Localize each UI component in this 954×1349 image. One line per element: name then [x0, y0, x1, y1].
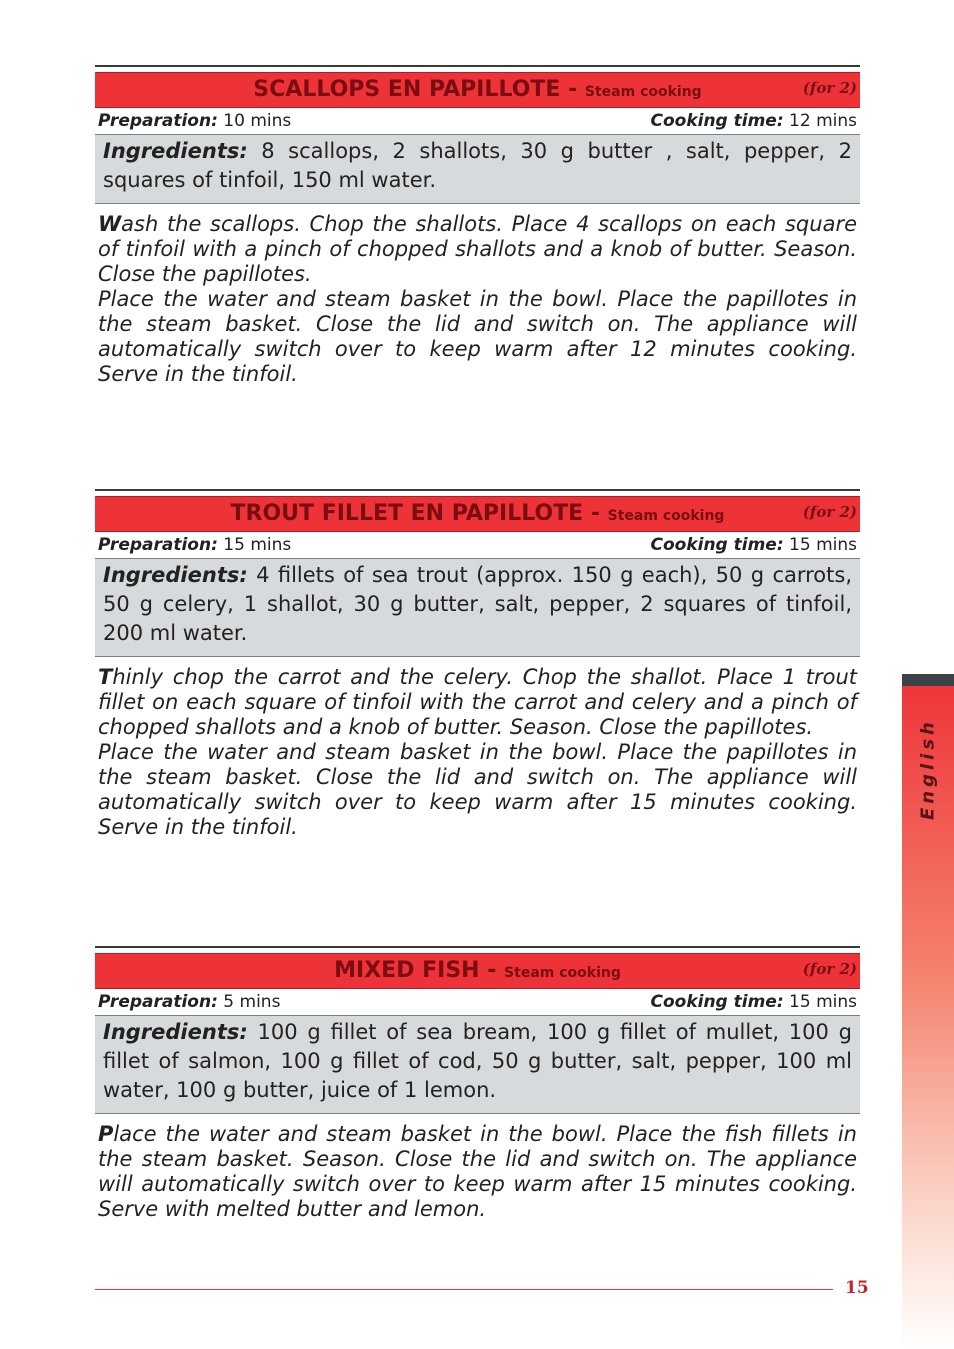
section-rule — [95, 489, 860, 491]
recipe-serves: (for 2) — [802, 79, 857, 97]
recipe-scallops — [95, 65, 860, 387]
cooking-time: Cooking time: 12 mins — [650, 111, 857, 131]
recipe-times — [95, 532, 860, 558]
ingredients-text: 100 g fillet of sea bream, 100 g fillet of mullet, 100 g fillet of salmon, 100 g fillet of cod, 50 g butter, salt, pepper, 100 ml water, 100 g butter, juice of 1 lemon. — [103, 1020, 852, 1102]
recipe-subtitle: Steam cooking — [504, 965, 621, 981]
side-tab-cap — [902, 674, 954, 686]
recipe-mixed-fish — [95, 946, 860, 1222]
cooking-time: Cooking time: 15 mins — [650, 992, 857, 1012]
preparation-time: Preparation: 15 mins — [98, 535, 292, 555]
recipe-title-bar — [95, 72, 860, 108]
language-side-tab — [902, 674, 954, 1349]
preparation-time: Preparation: 10 mins — [98, 111, 292, 131]
recipe-times — [95, 989, 860, 1015]
recipe-subtitle: Steam cooking — [584, 84, 702, 100]
footer-rule — [95, 1289, 833, 1290]
ingredients-text: 8 scallops, 2 shallots, 30 g butter , salt, pepper, 2 squares of tinfoil, 150 ml water. — [103, 139, 852, 192]
section-rule — [95, 946, 860, 948]
preparation-time: Preparation: 5 mins — [98, 992, 281, 1012]
ingredients-text: 4 fillets of sea trout (approx. 150 g each), 50 g carrots, 50 g celery, 1 shallot, 30 g butter, salt, pepper, 2 squares of tinfoil, 200 ml water. — [103, 563, 852, 645]
recipe-title-bar — [95, 496, 860, 532]
recipe-title: MIXED FISH - Steam cooking — [334, 958, 621, 983]
page-number: 15 — [845, 1278, 869, 1298]
ingredients-label: Ingredients: — [103, 563, 248, 587]
ingredients-box — [95, 1015, 860, 1114]
method-text: Wash the scallops. Chop the shallots. Place 4 scallops on each square of tinfoil with a pinch of chopped shallots and a knob of butter. Season. Close the papillotes. Place the water and steam basket in the bowl. Place the papillotes in the steam basket. Close the lid and switch on. The appliance will automatically switch over to keep warm after 12 minutes cooking. Serve in the tinfoil. — [98, 212, 857, 386]
ingredients-label: Ingredients: — [103, 139, 248, 163]
recipe-serves: (for 2) — [802, 960, 857, 978]
recipe-serves: (for 2) — [802, 503, 857, 521]
ingredients-label: Ingredients: — [103, 1020, 248, 1044]
recipe-times — [95, 108, 860, 134]
recipe-title: TROUT FILLET EN PAPILLOTE - Steam cooking — [230, 501, 725, 526]
ingredients-box — [95, 558, 860, 657]
method-text: Thinly chop the carrot and the celery. Chop the shallot. Place 1 trout fillet on each square of tinfoil with the carrot and celery and a pinch of chopped shallots and a knob of butter. Season. Close the papillotes. Place the water and steam basket in the bowl. Place the papillotes in the steam basket. Close the lid and switch on. The appliance will automatically switch over to keep warm after 15 minutes cooking. Serve in the tinfoil. — [98, 665, 857, 839]
recipe-trout-fillet — [95, 489, 860, 840]
recipe-title: SCALLOPS EN PAPILLOTE - Steam cooking — [253, 77, 702, 102]
method-text: Place the water and steam basket in the bowl. Place the fish fillets in the steam basket. Season. Close the lid and switch on. The appliance will automatically switch over to keep warm after 15 minutes cooking. Serve with melted butter and lemon. — [98, 1122, 857, 1221]
section-rule — [95, 65, 860, 67]
recipe-subtitle: Steam cooking — [607, 508, 725, 524]
recipe-title-bar — [95, 953, 860, 989]
language-label: English — [917, 718, 939, 820]
ingredients-box — [95, 134, 860, 204]
cooking-time: Cooking time: 15 mins — [650, 535, 857, 555]
